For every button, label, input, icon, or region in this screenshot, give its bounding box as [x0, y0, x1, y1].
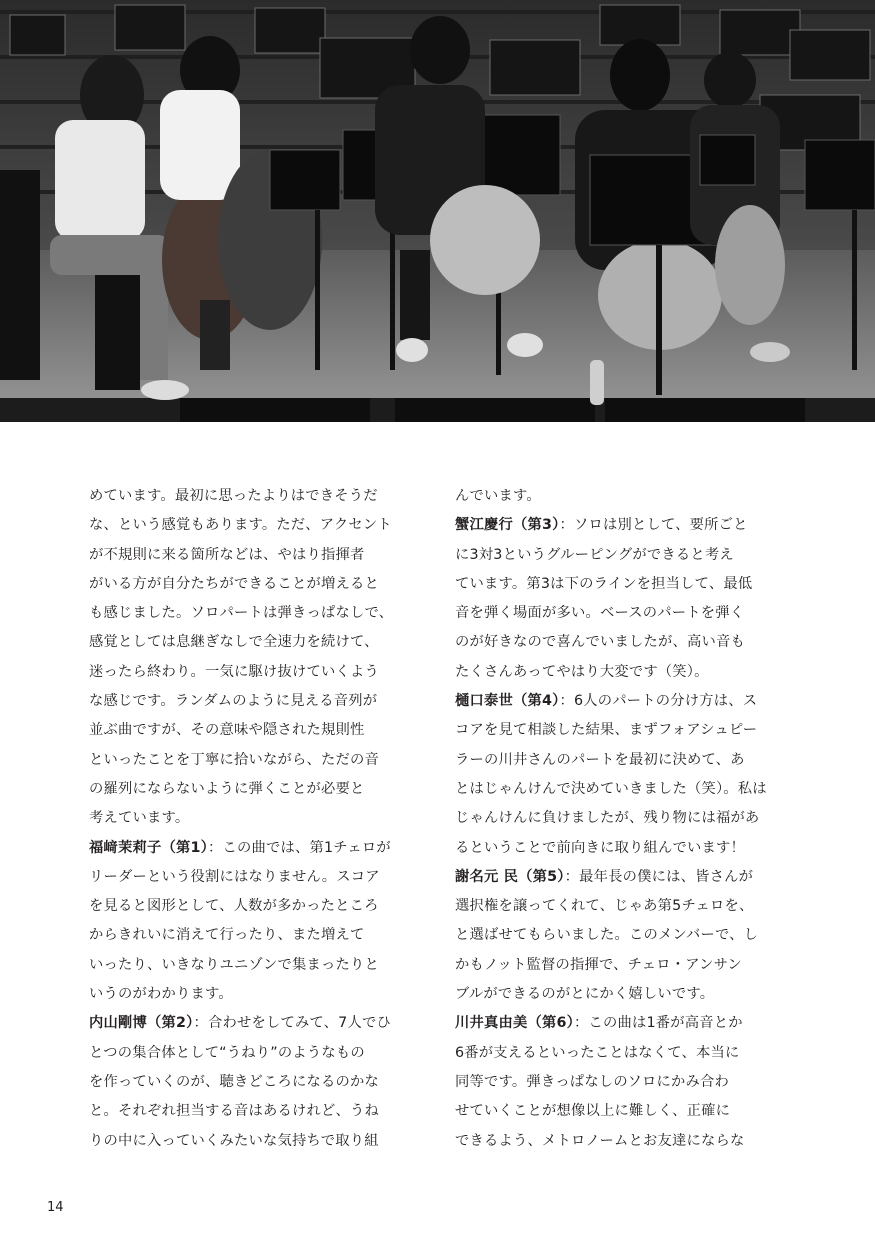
speaker-line: 川井真由美（第6）：この曲は1番が高音とか: [455, 1015, 743, 1032]
page-number: 14: [47, 1200, 64, 1215]
text-line: るということで前向きに取り組んでいます！: [455, 839, 745, 856]
text-line: できるよう、メトロノームとお友達にならな: [455, 1132, 745, 1149]
speaker-name: 川井真由美（第6）: [455, 1015, 574, 1032]
text-line: な感じです。ランダムのように見える音列が: [89, 693, 378, 710]
speaker-line: 樋口泰世（第4）：6人のパートの分け方は、ス: [455, 693, 758, 710]
text-line: ブルができるのがとにかく嬉しいです。: [455, 986, 715, 1003]
text-line: といったことを丁寧に拾いながら、ただの音: [89, 751, 379, 768]
text-line: と。それぞれ担当する音はあるけれど、うね: [89, 1103, 379, 1120]
text-line: からきれいに消えて行ったり、また増えて: [89, 927, 365, 944]
text-line: が不規則に来る箇所などは、やはり指揮者: [89, 546, 365, 563]
text-line: いったり、いきなりユニゾンで集まったりと: [89, 956, 379, 973]
text-line: 迷ったら終わり。一気に駆け抜けていくよう: [89, 663, 379, 680]
speaker-line: 謝名元 民（第5）：最年長の僕には、皆さんが: [455, 868, 754, 885]
text-line: がいる方が自分たちができることが増えると: [89, 575, 379, 592]
text-line: と選ばせてもらいました。このメンバーで、し: [455, 927, 759, 944]
text-line: 同等です。弾きっぱなしのソロにかみ合わ: [455, 1073, 730, 1090]
text-line: 並ぶ曲ですが、その意味や隠された規則性: [89, 722, 365, 739]
text-line: ています。第3は下のラインを担当して、最低: [455, 575, 753, 592]
speaker-name: 樋口泰世（第4）: [455, 693, 560, 710]
text-line: とつの集合体として“うねり”のようなもの: [89, 1044, 365, 1061]
text-line: りの中に入っていくみたいな気持ちで取り組: [89, 1132, 379, 1149]
text-line: たくさんあってやはり大変です（笑）。: [455, 663, 709, 680]
text-line: んでいます。: [455, 488, 541, 504]
text-line: を見ると図形として、人数が多かったところ: [89, 898, 379, 915]
text-line: 感覚としては息継ぎなしで全速力を続けて、: [89, 634, 379, 651]
rehearsal-photo: [0, 0, 875, 422]
text-line: じゃんけんに負けましたが、残り物には福があ: [455, 810, 760, 827]
text-line: ラーの川井さんのパートを最初に決めて、あ: [455, 751, 745, 768]
text-line: のが好きなので喜んでいましたが、高い音も: [455, 634, 745, 651]
text-line: 選択権を譲ってくれて、じゃあ第5チェロを、: [455, 898, 754, 915]
text-column-left: [89, 482, 425, 1156]
speaker-name: 福﨑茉莉子（第1）: [89, 839, 208, 856]
cello-rehearsal-image: [0, 0, 875, 422]
text-line: を作っていくのが、聴きどころになるのかな: [89, 1073, 379, 1090]
text-line: も感じました。ソロパートは弾きっぱなしで、: [89, 605, 394, 622]
text-line: 6番が支えるといったことはなくて、本当に: [455, 1044, 740, 1061]
text-line: 音を弾く場面が多い。ベースのパートを弾く: [455, 605, 745, 622]
text-line: リーダーという役割にはなりません。スコア: [89, 868, 380, 885]
text-line: 考えています。: [89, 810, 190, 827]
speaker-name: 内山剛博（第2）: [89, 1015, 194, 1032]
text-line: コアを見て相談した結果、まずフォアシュピー: [455, 722, 758, 739]
text-line: とはじゃんけんで決めていきました（笑）。私は: [455, 780, 767, 797]
text-line: いうのがわかります。: [89, 986, 233, 1003]
speaker-name: 謝名元 民（第5）: [455, 868, 565, 885]
speaker-line: 福﨑茉莉子（第1）：この曲では、第1チェロが: [89, 839, 391, 856]
speaker-line: 蟹江慶行（第3）：ソロは別として、要所ごと: [455, 517, 748, 534]
text-line: な、という感覚もあります。ただ、アクセント: [89, 517, 392, 534]
text-column-right: [455, 482, 791, 1156]
text-line: めています。最初に思ったよりはできそうだ: [89, 488, 378, 504]
speaker-name: 蟹江慶行（第3）: [455, 517, 560, 534]
text-line: に3対3というグルーピングができると考え: [455, 546, 734, 563]
speaker-line: 内山剛博（第2）：合わせをしてみて、7人でひ: [89, 1015, 391, 1032]
text-line: せていくことが想像以上に難しく、正確に: [455, 1103, 731, 1120]
text-line: の羅列にならないように弾くことが必要と: [89, 780, 365, 797]
text-line: かもノット監督の指揮で、チェロ・アンサン: [455, 956, 742, 973]
